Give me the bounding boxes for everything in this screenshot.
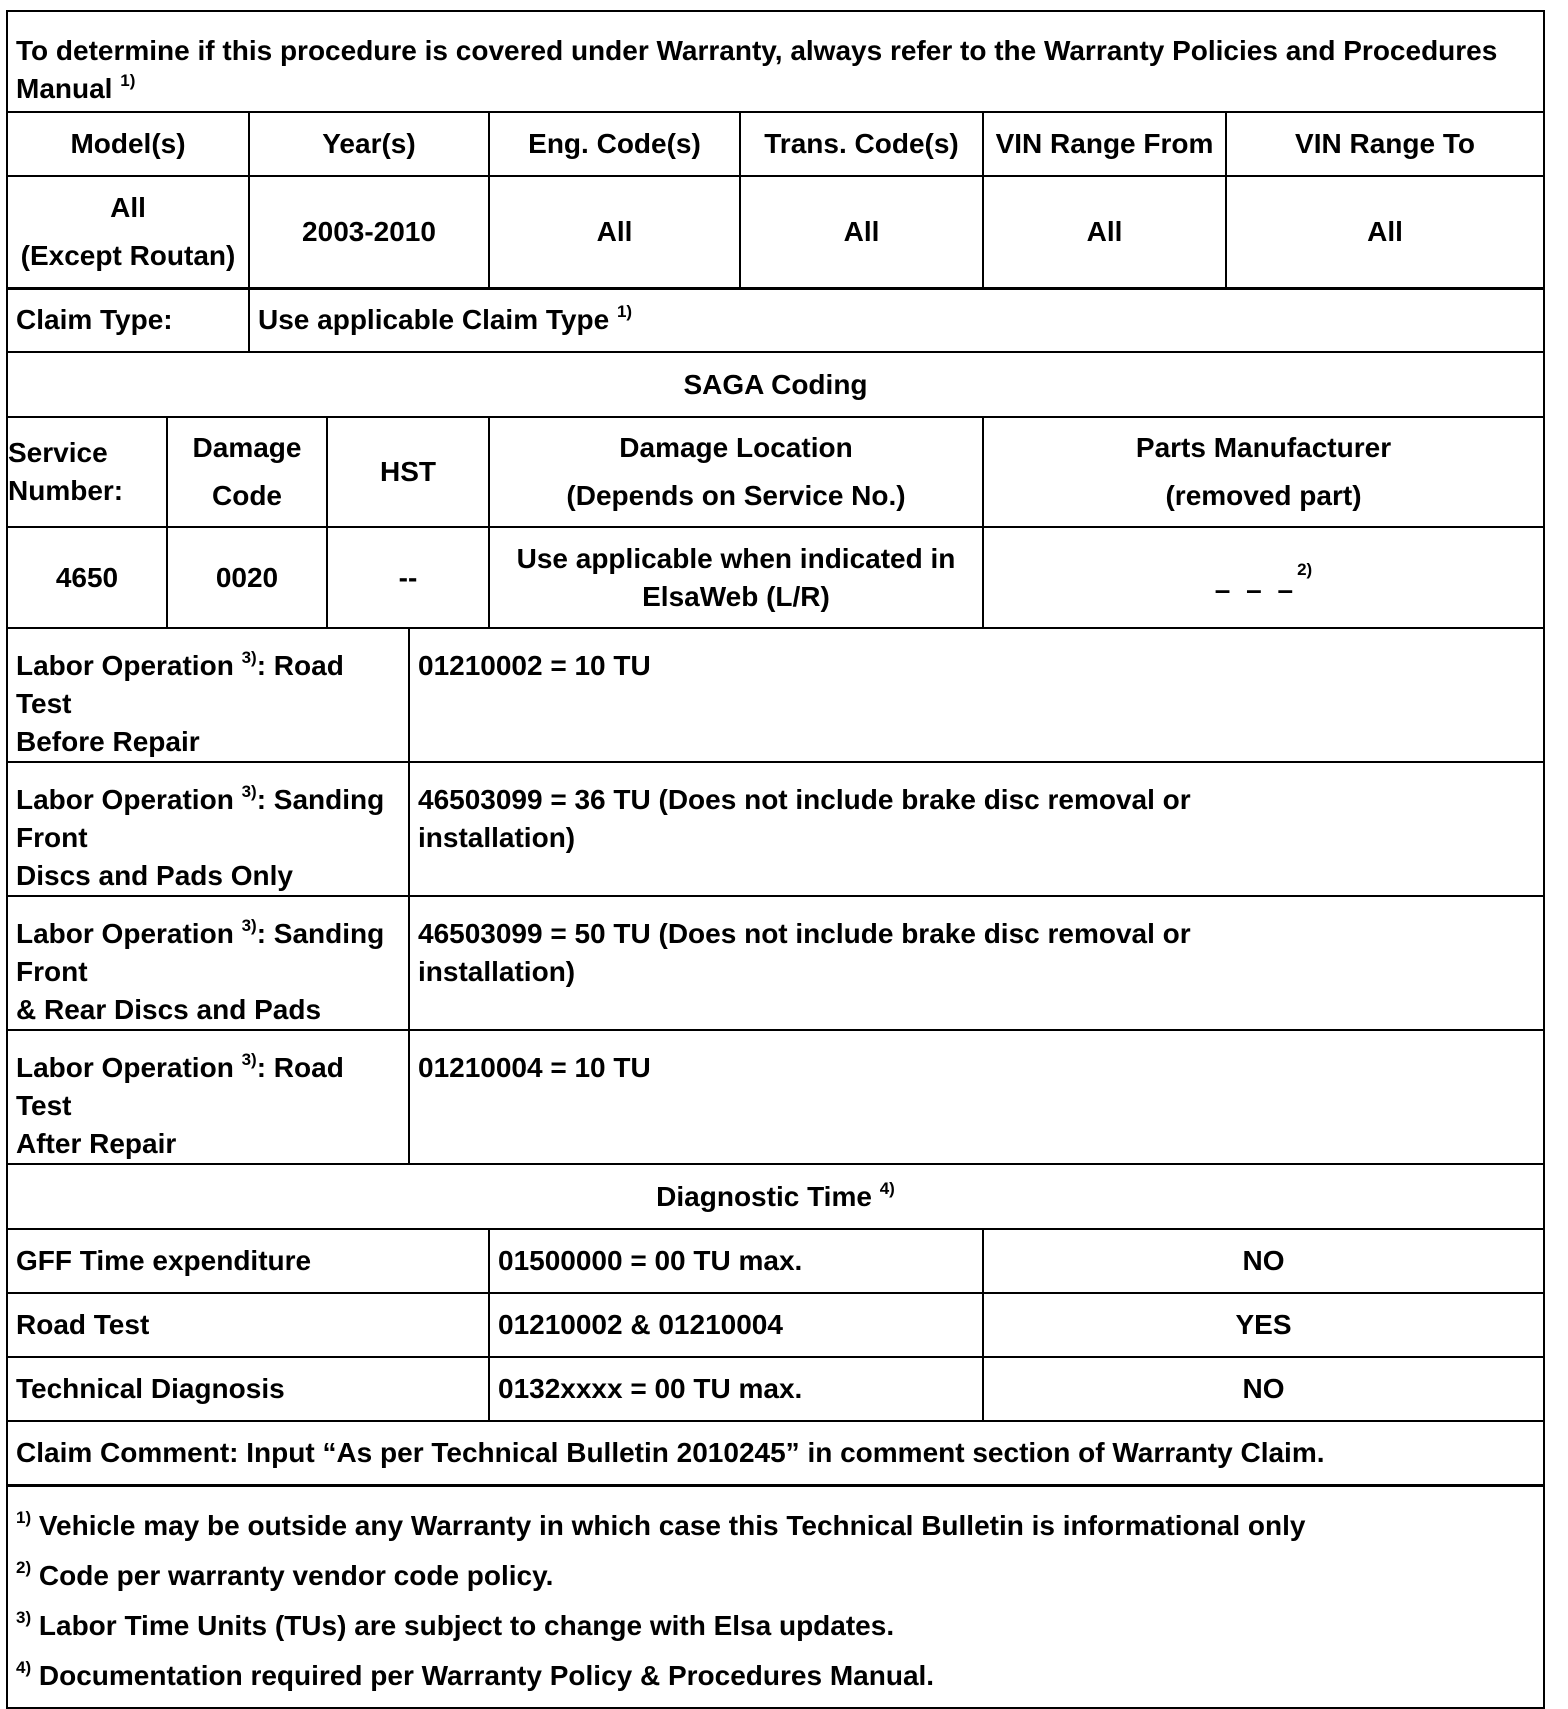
header-damage-code <box>167 417 327 527</box>
label: Labor Operation <box>16 784 234 815</box>
footnote-mark: 3) <box>16 1607 32 1627</box>
diagnostic-row <box>7 1229 1544 1293</box>
footnote-mark: 1) <box>16 1507 32 1527</box>
label: 01210002 = 10 TU <box>418 650 651 681</box>
saga-title: SAGA Coding <box>7 352 1544 417</box>
labor-op-label <box>7 1030 409 1164</box>
footnote-ref: 3) <box>241 916 257 935</box>
value-service-number: 4650 <box>7 527 167 628</box>
label: : Sanding Front <box>16 918 385 987</box>
label: Damage <box>192 432 302 463</box>
header-parts-manufacturer <box>983 417 1544 527</box>
diagnostic-row <box>7 1293 1544 1357</box>
intro-text: To determine if this procedure is covered under Warranty, always refer to the Warranty Policies and Procedures Manual <box>16 34 1498 104</box>
labor-op-label <box>7 762 409 896</box>
label: : Road Test <box>16 650 344 719</box>
header-hst: HST <box>327 417 489 527</box>
label: Labor Operation <box>16 1052 234 1083</box>
footnote-2 <box>16 1551 1535 1601</box>
label: Before Repair <box>16 726 200 757</box>
intro-cell <box>7 11 1544 112</box>
claim-type-label: Claim Type: <box>7 288 249 352</box>
header-damage-location <box>489 417 983 527</box>
label: 46503099 = 50 TU (Does not include brake disc removal or <box>418 918 1191 949</box>
value-damage-location <box>489 527 983 628</box>
footnote-ref: 3) <box>241 648 257 667</box>
label: Labor Operation <box>16 650 234 681</box>
model-line-1: All <box>110 191 146 223</box>
diagnostic-title-cell <box>7 1164 1544 1229</box>
warranty-table-document <box>6 10 1543 1709</box>
footnote-text: Labor Time Units (TUs) are subject to change with Elsa updates. <box>31 1609 895 1641</box>
diagnostic-row <box>7 1357 1544 1421</box>
value-years: 2003-2010 <box>249 176 489 288</box>
label: Parts Manufacturer <box>1135 432 1392 463</box>
label: Number: <box>8 475 124 506</box>
labor-op-value <box>409 628 1544 762</box>
diagnostic-label: GFF Time expenditure <box>7 1229 489 1293</box>
value-models <box>7 176 249 288</box>
header-models: Model(s) <box>7 112 249 176</box>
header-service-number <box>7 417 167 527</box>
labor-op-label <box>7 896 409 1030</box>
value-damage-code: 0020 <box>167 527 327 628</box>
labor-op-row <box>7 896 1544 1030</box>
saga-title-row <box>7 352 1544 417</box>
footnote-mark: 4) <box>16 1657 32 1677</box>
labor-op-value <box>409 762 1544 896</box>
label: After Repair <box>16 1128 177 1159</box>
footnotes-row <box>7 1485 1544 1708</box>
footnote-mark: 2) <box>16 1557 32 1577</box>
label: installation) <box>418 956 576 987</box>
footnote-text: Documentation required per Warranty Policy & Procedures Manual. <box>31 1659 935 1691</box>
value-parts-manufacturer <box>983 527 1544 628</box>
diagnostic-code: 01210002 & 01210004 <box>489 1293 983 1357</box>
labor-op-row <box>7 1030 1544 1164</box>
value-hst: -- <box>327 527 489 628</box>
claim-comment-row <box>7 1421 1544 1485</box>
labor-op-row <box>7 762 1544 896</box>
value-trans-codes: All <box>740 176 983 288</box>
claim-type-value-cell <box>249 288 1544 352</box>
claim-type-value: Use applicable Claim Type <box>258 304 610 336</box>
claim-comment: Claim Comment: Input “As per Technical Bulletin 2010245” in comment section of Warranty Claim. <box>7 1421 1544 1485</box>
diagnostic-flag: YES <box>983 1293 1544 1357</box>
label: Discs and Pads Only <box>16 860 293 891</box>
saga-values-row <box>7 527 1544 628</box>
labor-op-label <box>7 628 409 762</box>
diagnostic-flag: NO <box>983 1357 1544 1421</box>
claim-type-row <box>7 288 1544 352</box>
label: & Rear Discs and Pads <box>16 994 322 1025</box>
intro-row <box>7 11 1544 112</box>
header-years: Year(s) <box>249 112 489 176</box>
diagnostic-flag: NO <box>983 1229 1544 1293</box>
label: (Depends on Service No.) <box>566 480 906 511</box>
label: Labor Operation <box>16 918 234 949</box>
diagnostic-title-row <box>7 1164 1544 1229</box>
labor-op-value <box>409 896 1544 1030</box>
vehicle-header-row <box>7 112 1544 176</box>
footnote-4 <box>16 1651 1535 1701</box>
warranty-coding-table <box>6 10 1545 1709</box>
label: Code <box>212 480 282 511</box>
value-eng-codes: All <box>489 176 740 288</box>
diagnostic-label: Technical Diagnosis <box>7 1357 489 1421</box>
label: installation) <box>418 822 576 853</box>
header-vin-from: VIN Range From <box>983 112 1226 176</box>
label: Use applicable when indicated in <box>516 542 956 574</box>
diagnostic-code: 0132xxxx = 00 TU max. <box>489 1357 983 1421</box>
label: Service <box>8 437 108 468</box>
parts-mfr-dashes: – – – <box>1214 573 1298 605</box>
value-vin-to: All <box>1226 176 1544 288</box>
label: : Sanding Front <box>16 784 385 853</box>
label: Damage Location <box>619 432 853 463</box>
footnote-ref: 1) <box>616 302 633 322</box>
header-eng-codes: Eng. Code(s) <box>489 112 740 176</box>
footnote-ref: 3) <box>241 782 257 801</box>
vehicle-values-row <box>7 176 1544 288</box>
label: 46503099 = 36 TU (Does not include brake disc removal or <box>418 784 1191 815</box>
label: : Road Test <box>16 1052 344 1121</box>
diagnostic-title: Diagnostic Time <box>656 1180 872 1212</box>
footnote-1 <box>16 1501 1535 1551</box>
header-vin-to: VIN Range To <box>1226 112 1544 176</box>
footnote-text: Vehicle may be outside any Warranty in which case this Technical Bulletin is informational only <box>31 1509 1306 1541</box>
footnote-ref: 3) <box>241 1050 257 1069</box>
header-trans-codes: Trans. Code(s) <box>740 112 983 176</box>
label: (removed part) <box>1165 480 1362 511</box>
footnote-text: Code per warranty vendor code policy. <box>31 1559 554 1591</box>
labor-op-value <box>409 1030 1544 1164</box>
label: ElsaWeb (L/R) <box>642 580 830 612</box>
footnote-ref: 4) <box>879 1178 895 1198</box>
footnotes-cell <box>7 1485 1544 1708</box>
value-vin-from: All <box>983 176 1226 288</box>
model-line-2: (Except Routan) <box>20 239 236 271</box>
footnote-ref: 1) <box>120 70 136 90</box>
footnote-ref: 2) <box>1297 559 1313 579</box>
saga-header-row <box>7 417 1544 527</box>
diagnostic-code: 01500000 = 00 TU max. <box>489 1229 983 1293</box>
labor-op-row <box>7 628 1544 762</box>
label: 01210004 = 10 TU <box>418 1052 651 1083</box>
diagnostic-label: Road Test <box>7 1293 489 1357</box>
footnote-3 <box>16 1601 1535 1651</box>
